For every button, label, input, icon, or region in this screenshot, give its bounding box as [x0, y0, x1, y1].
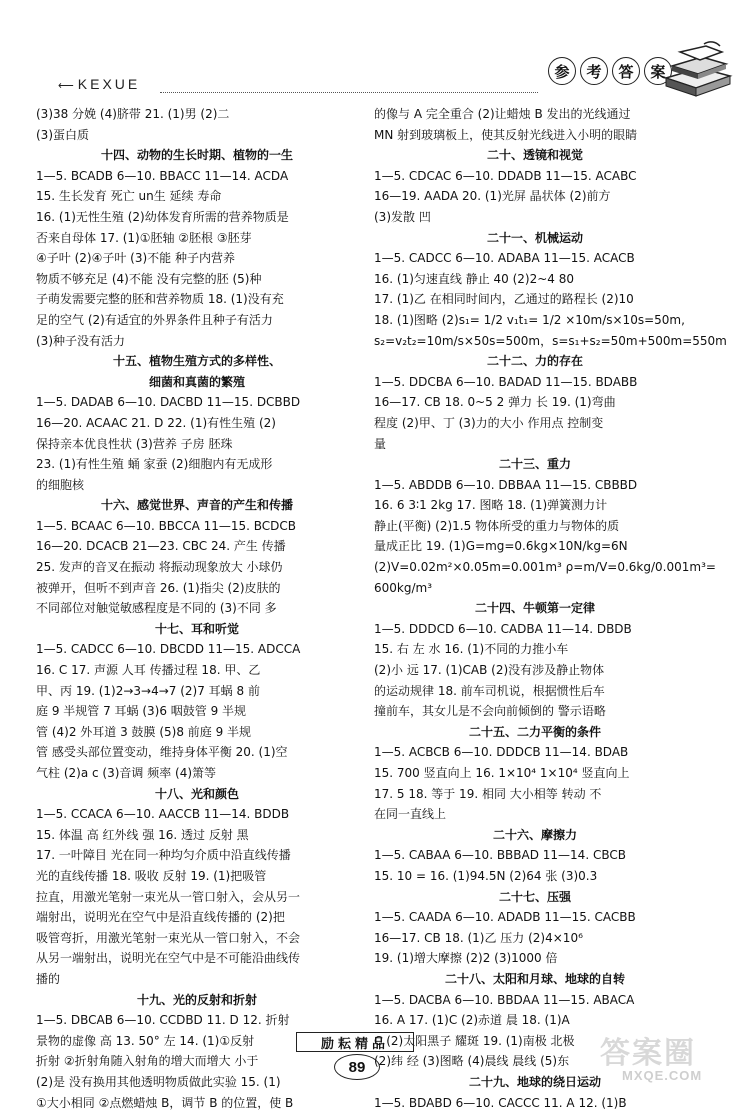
title-char: 案	[644, 57, 672, 85]
answer-line: 光的直线传播 18. 吸收 反射 19. (1)把吸管	[36, 866, 358, 887]
answer-line: 在同一直线上	[374, 804, 696, 825]
answer-line: 1—5. CADCC 6—10. ADABA 11—15. ACACB	[374, 248, 696, 269]
section-heading: 二十一、机械运动	[374, 228, 696, 249]
section-heading: 二十七、压强	[374, 887, 696, 908]
answer-line: 16. C 17. 声源 人耳 传播过程 18. 甲、乙	[36, 660, 358, 681]
answer-line: 16. A 17. (1)C (2)赤道 晨 18. (1)A	[374, 1010, 696, 1031]
answer-line: ①大小相同 ②点燃蜡烛 B，调节 B 的位置，使 B	[36, 1093, 358, 1113]
answer-line: 1—5. BDABD 6—10. CACCC 11. A 12. (1)B	[374, 1093, 696, 1113]
answer-line: 15. 右 左 水 16. (1)不同的力推小车	[374, 639, 696, 660]
answer-line: 量成正比 19. (1)G=mg=0.6kg×10N/kg=6N	[374, 536, 696, 557]
answer-line: 从另一端射出，说明光在空气中是不可能沿曲线传	[36, 948, 358, 969]
answer-line: 16—17. CB 18. (1)乙 压力 (2)4×10⁶	[374, 928, 696, 949]
answer-line: MN 射到玻璃板上，使其反射光线进入小明的眼睛	[374, 125, 696, 146]
answer-line: (2)纬 经 (3)图略 (4)晨线 晨线 (5)东	[374, 1051, 696, 1072]
answer-key-title	[548, 57, 672, 85]
section-heading: 十四、动物的生长时期、植物的一生	[36, 145, 358, 166]
answer-line: 16. (1)匀速直线 静止 40 (2)2~4 80	[374, 269, 696, 290]
right-answer-column	[374, 104, 696, 1113]
answer-line: C (2)太阳黑子 耀斑 19. (1)南极 北极	[374, 1031, 696, 1052]
section-heading: 二十二、力的存在	[374, 351, 696, 372]
answer-line: 1—5. CDCAC 6—10. DDADB 11—15. ACABC	[374, 166, 696, 187]
answer-line: ④子叶 (2)④子叶 (3)不能 种子内营养	[36, 248, 358, 269]
answer-line: 15. 10 = 16. (1)94.5N (2)64 张 (3)0.3	[374, 866, 696, 887]
answer-line: 撞前车，其女儿是不会向前倾倒的 警示语略	[374, 701, 696, 722]
answer-line: 16. 6 3∶1 2kg 17. 图略 18. (1)弹簧测力计	[374, 495, 696, 516]
answer-line: 1—5. BCAAC 6—10. BBCCA 11—15. BCDCB	[36, 516, 358, 537]
section-heading: 十九、光的反射和折射	[36, 990, 358, 1011]
answer-line: 1—5. ACBCB 6—10. DDDCB 11—14. BDAB	[374, 742, 696, 763]
watermark-url: MXQE.COM	[622, 1068, 702, 1083]
answer-line: 被弹开，但听不到声音 26. (1)指尖 (2)皮肤的	[36, 578, 358, 599]
title-char: 参	[548, 57, 576, 85]
section-heading: 十七、耳和听觉	[36, 619, 358, 640]
subject-label: ⟵ KEXUE	[58, 76, 140, 92]
answer-line: 足的空气 (2)有适宜的外界条件且种子有活力	[36, 310, 358, 331]
answer-line: 程度 (2)甲、丁 (3)力的大小 作用点 控制变	[374, 413, 696, 434]
answer-line: 1—5. DACBA 6—10. BBDAA 11—15. ABACA	[374, 990, 696, 1011]
answer-line: (3)蛋白质	[36, 125, 358, 146]
section-heading: 细菌和真菌的繁殖	[36, 372, 358, 393]
answer-line: 16. (1)无性生殖 (2)幼体发育所需的营养物质是	[36, 207, 358, 228]
answer-line: (2)V=0.02m²×0.05m=0.001m³ ρ=m/V=0.6kg/0.001m³=	[374, 557, 696, 578]
answer-line: (3)发散 凹	[374, 207, 696, 228]
answer-line: 17. 5 18. 等于 19. 相同 大小相等 转动 不	[374, 784, 696, 805]
answer-line: 25. 发声的音叉在振动 将振动现象放大 小球仍	[36, 557, 358, 578]
answer-line: 15. 体温 高 红外线 强 16. 透过 反射 黑	[36, 825, 358, 846]
answer-line: 15. 700 竖直向上 16. 1×10⁴ 1×10⁴ 竖直向上	[374, 763, 696, 784]
answer-line: 管 (4)2 外耳道 3 鼓膜 (5)8 前庭 9 半规	[36, 722, 358, 743]
answer-line: 1—5. DDDCD 6—10. CADBA 11—14. DBDB	[374, 619, 696, 640]
answer-line: 管 感受头部位置变动，维持身体平衡 20. (1)空	[36, 742, 358, 763]
arrow-icon: ⟵	[58, 80, 74, 92]
answer-line: 景物的虚像 高 13. 50° 左 14. (1)①反射	[36, 1031, 358, 1052]
answer-line: 16—19. AADA 20. (1)光屏 晶状体 (2)前方	[374, 186, 696, 207]
left-answer-column	[36, 104, 358, 1113]
answer-line: 的像与 A 完全重合 (2)让蜡烛 B 发出的光线通过	[374, 104, 696, 125]
answer-line: 19. (1)增大摩擦 (2)2 (3)1000 倍	[374, 948, 696, 969]
answer-line: 17. (1)乙 在相同时间内，乙通过的路程长 (2)10	[374, 289, 696, 310]
answer-line: 18. (1)图略 (2)s₁= 1/2 v₁t₁= 1/2 ×10m/s×10s=50m,	[374, 310, 696, 331]
answer-line: 17. 一叶障目 光在同一种均匀介质中沿直线传播	[36, 845, 358, 866]
answer-line: 量	[374, 434, 696, 455]
answer-line: 16—20. DCACB 21—23. CBC 24. 产生 传播	[36, 536, 358, 557]
section-heading: 十六、感觉世界、声音的产生和传播	[36, 495, 358, 516]
answer-line: 1—5. ABDDB 6—10. DBBAA 11—15. CBBBD	[374, 475, 696, 496]
answer-line: s₂=v₂t₂=10m/s×50s=500m，s=s₁+s₂=50m+500m=550m	[374, 331, 696, 352]
page-number: 89	[334, 1054, 380, 1080]
answer-line: (3)种子没有活力	[36, 331, 358, 352]
watermark-logo: 答案圈	[600, 1028, 696, 1072]
section-heading: 二十六、摩擦力	[374, 825, 696, 846]
answer-line: (3)38 分娩 (4)脐带 21. (1)男 (2)二	[36, 104, 358, 125]
answer-line: 15. 生长发育 死亡 un生 延续 寿命	[36, 186, 358, 207]
answer-line: 气柱 (2)a c (3)音调 频率 (4)箫等	[36, 763, 358, 784]
section-heading: 二十、透镜和视觉	[374, 145, 696, 166]
title-char: 答	[612, 57, 640, 85]
answer-line: 吸管弯折，用激光笔射一束光从一管口射入，不会	[36, 928, 358, 949]
section-heading: 二十八、太阳和月球、地球的自转	[374, 969, 696, 990]
answer-line: 拉直，用激光笔射一束光从一管口射入，会从另一	[36, 887, 358, 908]
answer-line: 1—5. DBCAB 6—10. CCDBD 11. D 12. 折射	[36, 1010, 358, 1031]
answer-line: 庭 9 半规管 7 耳蜗 (3)6 咽鼓管 9 半规	[36, 701, 358, 722]
section-heading: 二十九、地球的绕日运动	[374, 1072, 696, 1093]
page-footer	[0, 1028, 750, 1097]
answer-line: 甲、丙 19. (1)2→3→4→7 (2)7 耳蜗 8 前	[36, 681, 358, 702]
answer-line: 23. (1)有性生殖 蛹 家蚕 (2)细胞内有无成形	[36, 454, 358, 475]
answer-line: (2)是 没有换用其他透明物质做此实验 15. (1)	[36, 1072, 358, 1093]
answer-line: 物质不够充足 (4)不能 没有完整的胚 (5)种	[36, 269, 358, 290]
answer-line: 1—5. CADCC 6—10. DBCDD 11—15. ADCCA	[36, 639, 358, 660]
books-decoration-icon	[660, 40, 734, 102]
answer-line: 播的	[36, 969, 358, 990]
answer-line: 1—5. DADAB 6—10. DACBD 11—15. DCBBD	[36, 392, 358, 413]
title-char: 考	[580, 57, 608, 85]
answer-line: (2)小 远 17. (1)CAB (2)没有涉及静止物体	[374, 660, 696, 681]
section-heading: 十八、光和颜色	[36, 784, 358, 805]
answer-line: 的细胞核	[36, 475, 358, 496]
section-heading: 二十三、重力	[374, 454, 696, 475]
section-heading: 二十四、牛顿第一定律	[374, 598, 696, 619]
section-heading: 二十五、二力平衡的条件	[374, 722, 696, 743]
answer-line: 子萌发需要完整的胚和营养物质 18. (1)没有充	[36, 289, 358, 310]
answer-line: 不同部位对触觉敏感程度是不同的 (3)不同 多	[36, 598, 358, 619]
answer-line: 1—5. CAADA 6—10. ADADB 11—15. CACBB	[374, 907, 696, 928]
answer-line: 静止(平衡) (2)1.5 物体所受的重力与物体的质	[374, 516, 696, 537]
answer-line: 保持亲本优良性状 (3)营养 子房 胚珠	[36, 434, 358, 455]
answer-line: 1—5. CCACA 6—10. AACCB 11—14. BDDB	[36, 804, 358, 825]
page-header	[0, 0, 750, 110]
answer-line: 16—17. CB 18. 0~5 2 弹力 长 19. (1)弯曲	[374, 392, 696, 413]
answer-line: 否来自母体 17. (1)①胚轴 ②胚根 ③胚芽	[36, 228, 358, 249]
answer-line: 16—20. ACAAC 21. D 22. (1)有性生殖 (2)	[36, 413, 358, 434]
section-heading: 十五、植物生殖方式的多样性、	[36, 351, 358, 372]
answer-line: 端射出，说明光在空气中是沿直线传播的 (2)把	[36, 907, 358, 928]
answer-line: 折射 ②折射角随入射角的增大而增大 小于	[36, 1051, 358, 1072]
header-divider	[160, 92, 538, 93]
answer-line: 的运动规律 18. 前车司机说，根据惯性后车	[374, 681, 696, 702]
answer-line: 1—5. DDCBA 6—10. BADAD 11—15. BDABB	[374, 372, 696, 393]
answer-line: 1—5. CABAA 6—10. BBBAD 11—14. CBCB	[374, 845, 696, 866]
answer-line: 600kg/m³	[374, 578, 696, 599]
answer-line: 1—5. BCADB 6—10. BBACC 11—14. ACDA	[36, 166, 358, 187]
brand-label: 励耘精品	[296, 1032, 414, 1052]
